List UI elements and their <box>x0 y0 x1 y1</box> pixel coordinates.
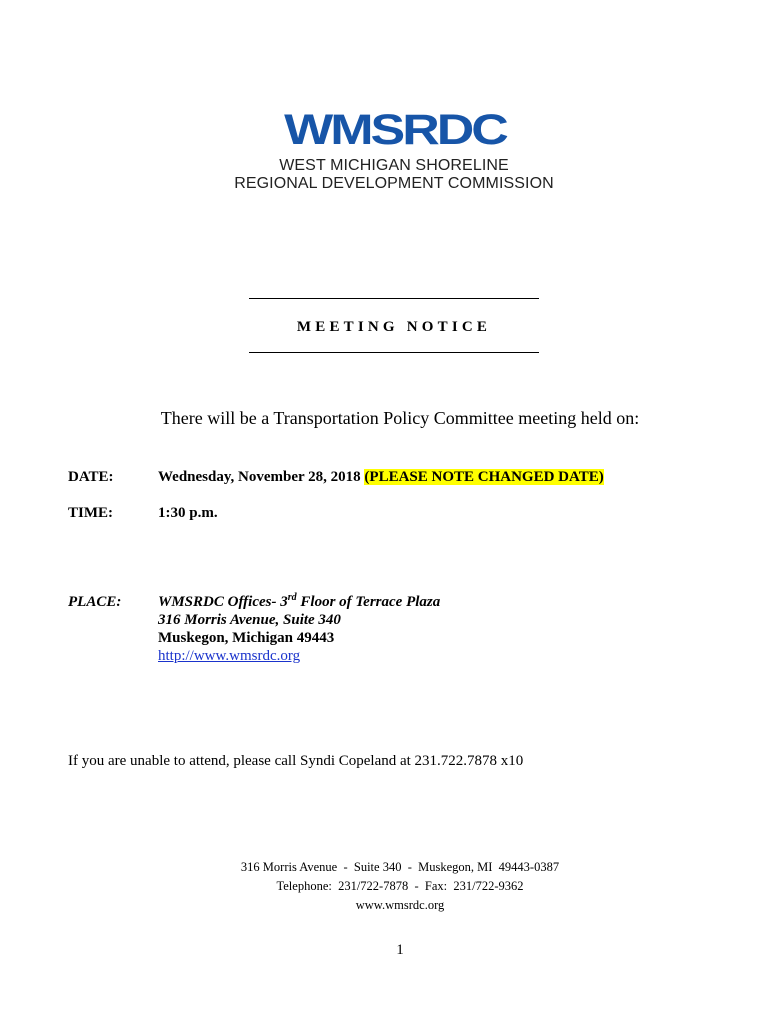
place-website <box>158 648 300 665</box>
place-line-2: 316 Morris Avenue, Suite 340 <box>158 612 341 628</box>
ordinal-suffix: rd <box>287 592 297 603</box>
changed-date-note: (PLEASE NOTE CHANGED DATE) <box>364 469 604 485</box>
meeting-notice-title: MEETING NOTICE <box>296 319 492 335</box>
title-top-rule <box>249 298 539 299</box>
footer-website: www.wmsrdc.org <box>355 898 445 912</box>
footer-address: 316 Morris Avenue - Suite 340 - Muskegon, MI 49443-0387 <box>240 860 560 874</box>
organization-logo <box>233 106 555 193</box>
place-line-3: Muskegon, Michigan 49443 <box>158 630 335 646</box>
date-label: DATE: <box>68 469 114 485</box>
place-line-1-rest: Floor of Terrace Plaza <box>296 594 441 610</box>
date-text: Wednesday, November 28, 2018 <box>158 469 361 485</box>
logo-wordmark: WMSRDC <box>284 106 506 154</box>
footer-phone: Telephone: 231/722-7878 - Fax: 231/722-9362 <box>276 879 524 893</box>
place-line-1-text: WMSRDC Offices- 3 <box>158 594 288 610</box>
meeting-intro: There will be a Transportation Policy Committee meeting held on: <box>160 408 640 428</box>
rsvp-instructions: If you are unable to attend, please call Syndi Copeland at 231.722.7878 x10 <box>68 753 524 769</box>
website-link[interactable]: http://www.wmsrdc.org <box>158 648 301 664</box>
place-line-1 <box>158 594 440 611</box>
time-value: 1:30 p.m. <box>158 505 218 521</box>
title-bottom-rule <box>249 352 539 353</box>
date-value <box>158 469 604 486</box>
place-label: PLACE: <box>68 594 122 610</box>
logo-line-1: WEST MICHIGAN SHORELINE <box>279 157 509 174</box>
logo-line-2: REGIONAL DEVELOPMENT COMMISSION <box>234 175 554 192</box>
page-number: 1 <box>396 942 404 958</box>
time-label: TIME: <box>68 505 113 521</box>
